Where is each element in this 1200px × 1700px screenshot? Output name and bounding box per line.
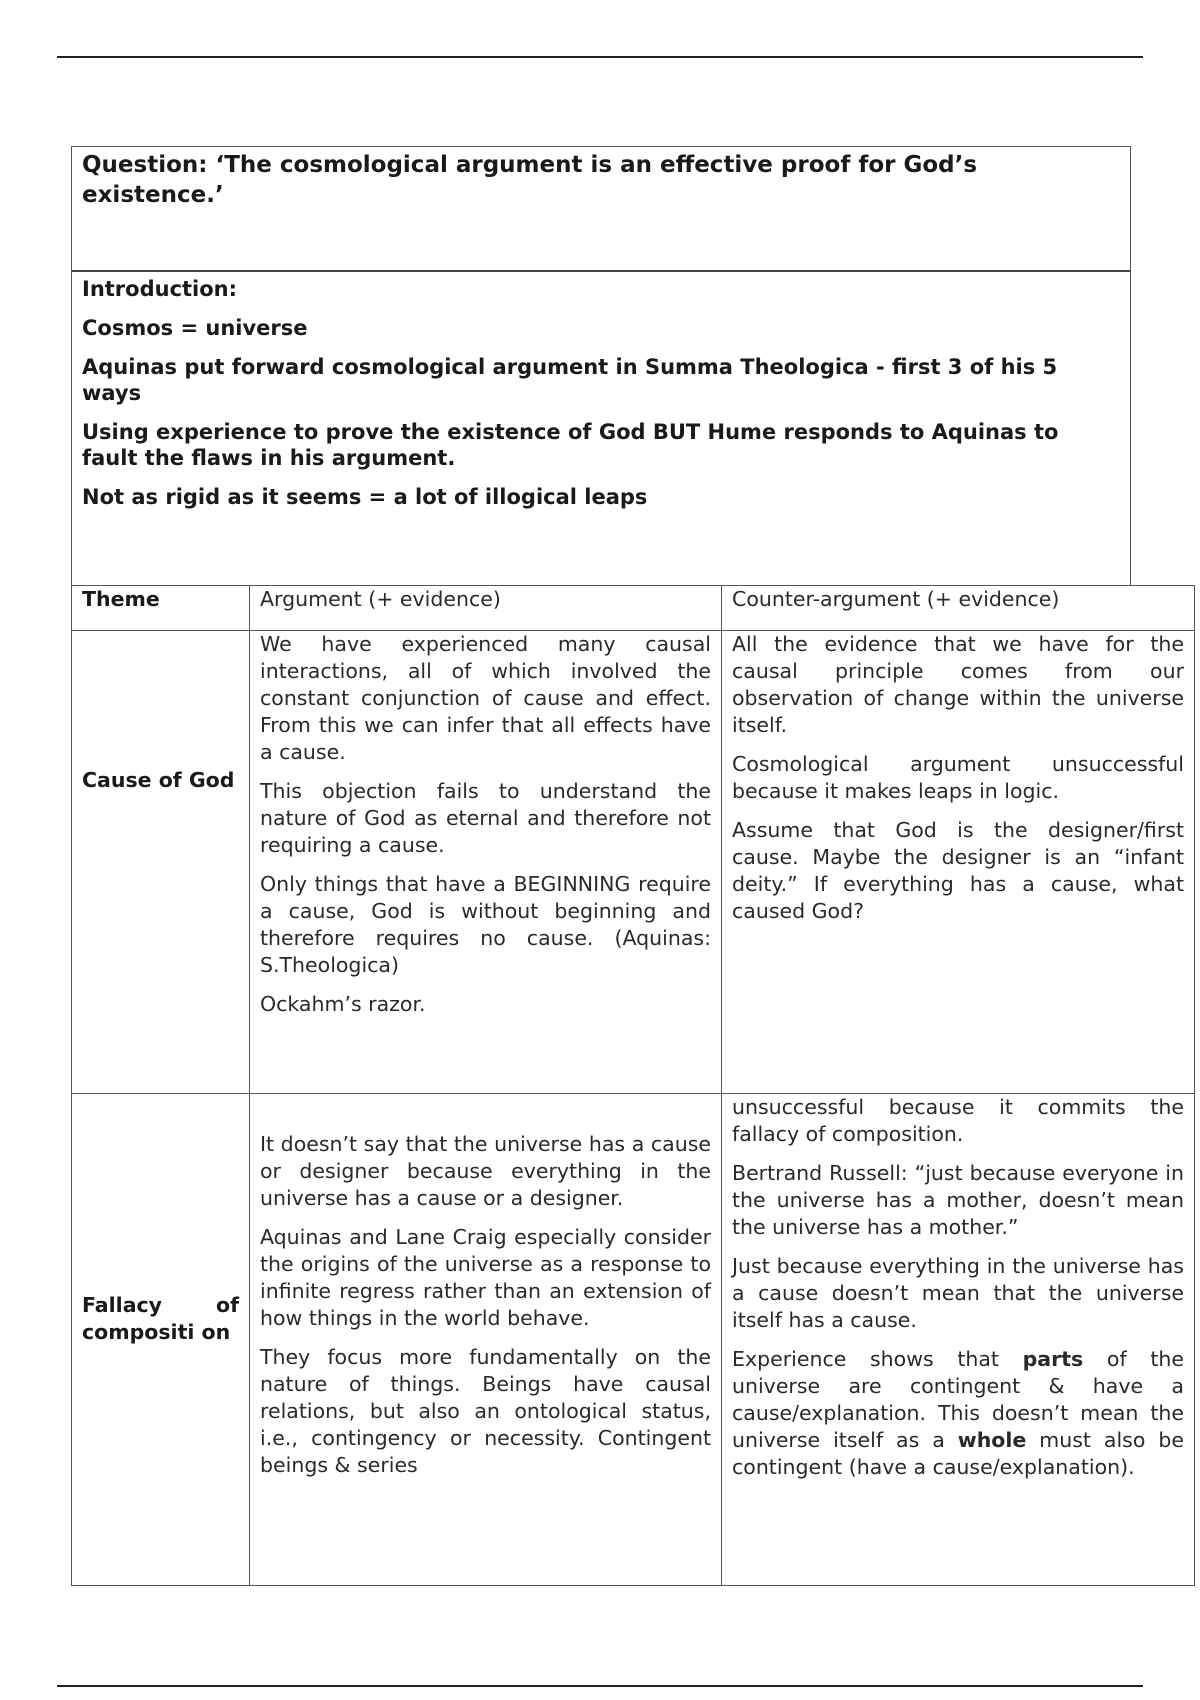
introduction-point: Using experience to prove the existence of God BUT Hume responds to Aquinas to fault the flaws in his argument. (82, 420, 1059, 470)
counter-text: must also be contingent (have a cause/explanation). (732, 1428, 1184, 1479)
counter-paragraph (732, 1346, 1184, 1481)
essay-plan (71, 146, 1184, 1586)
argument-paragraph: They focus more fundamentally on the nature of things. Beings have causal relations, but also an ontological status, i.e., contingency or necessity. Contingent beings & series (260, 1345, 711, 1477)
introduction-point: Cosmos = universe (82, 316, 308, 340)
argument-cell (250, 631, 722, 1094)
counter-text: of the universe are contingent & have a cause/explanation. This doesn’t mean the universe itself as a (732, 1347, 1184, 1452)
question-box (71, 146, 1131, 270)
header-argument: Argument (+ evidence) (250, 586, 722, 631)
introduction-box (71, 270, 1131, 585)
introduction-point: Aquinas put forward cosmological argument in Summa Theologica - first 3 of his 5 ways (82, 355, 1058, 405)
argument-paragraph: Only things that have a BEGINNING require a cause, God is without beginning and therefore requires no cause. (Aquinas: S.Theologica) (260, 872, 711, 977)
counter-cell (722, 1094, 1195, 1586)
theme-label: Cause of God (82, 768, 235, 792)
header-theme: Theme (72, 586, 250, 631)
counter-emphasis: whole (957, 1428, 1027, 1452)
introduction-heading: Introduction: (82, 277, 238, 301)
argument-paragraph: We have experienced many causal interactions, all of which involved the constant conjunction of cause and effect. From this we can infer that all effects have a cause. (260, 632, 711, 764)
counter-paragraph: Cosmological argument unsuccessful because it makes leaps in logic. (732, 752, 1184, 803)
theme-cell (72, 631, 250, 1094)
argument-paragraph: Aquinas and Lane Craig especially consider the origins of the universe as a response to infinite regress rather than an extension of how things in the world behave. (260, 1225, 711, 1330)
question-text: Question: ‘The cosmological argument is an effective proof for God’s existence.’ (82, 152, 978, 208)
theme-cell (72, 1094, 250, 1586)
footer-rule (57, 1685, 1143, 1687)
table-header-row (72, 586, 1195, 631)
counter-cell (722, 631, 1195, 1094)
argument-cell (250, 1094, 722, 1586)
counter-paragraph: All the evidence that we have for the causal principle comes from our observation of change within the universe itself. (732, 632, 1184, 737)
header-counter: Counter-argument (+ evidence) (722, 586, 1195, 631)
counter-paragraph: Assume that God is the designer/first cause. Maybe the designer is an “infant deity.” If everything has a cause, what caused God? (732, 818, 1184, 923)
header-rule (57, 56, 1143, 58)
counter-paragraph: unsuccessful because it commits the fallacy of composition. (732, 1095, 1184, 1146)
counter-paragraph: Bertrand Russell: “just because everyone in the universe has a mother, doesn’t mean the universe has a mother.” (732, 1161, 1184, 1239)
argument-table (71, 585, 1195, 1586)
counter-emphasis: parts (1022, 1347, 1084, 1371)
counter-text: Experience shows that (732, 1347, 1023, 1371)
counter-paragraph: Just because everything in the universe has a cause doesn’t mean that the universe itself has a cause. (732, 1254, 1184, 1332)
introduction-point: Not as rigid as it seems = a lot of illogical leaps (82, 485, 648, 509)
argument-paragraph: Ockahm’s razor. (260, 992, 426, 1016)
table-row (72, 1094, 1195, 1586)
table-row (72, 631, 1195, 1094)
argument-paragraph: This objection fails to understand the nature of God as eternal and therefore not requiring a cause. (260, 779, 711, 857)
theme-label: Fallacy of compositi on (82, 1292, 239, 1344)
argument-paragraph: It doesn’t say that the universe has a cause or designer because everything in the universe has a cause or a designer. (260, 1132, 711, 1210)
